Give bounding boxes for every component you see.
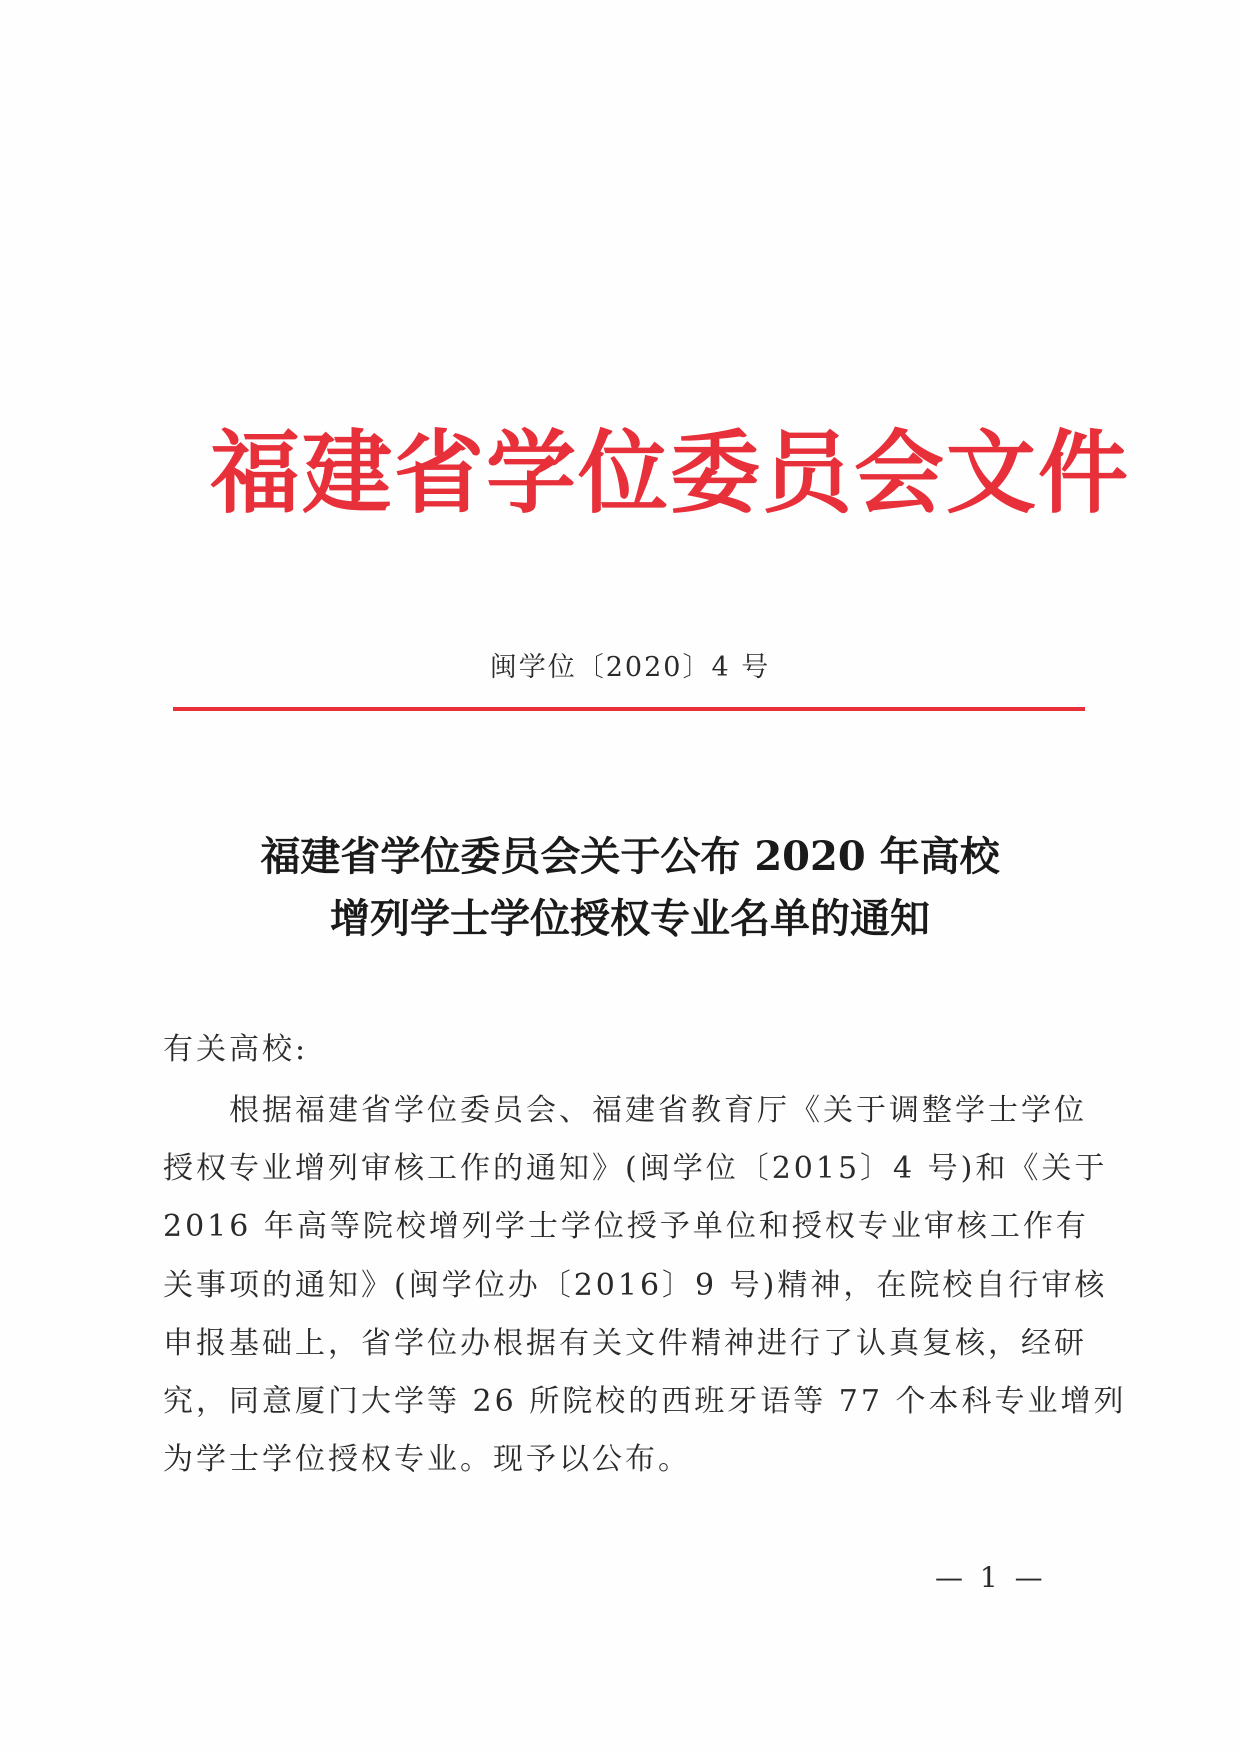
body-line: 根据福建省学位委员会、福建省教育厅《关于调整学士学位 bbox=[229, 1093, 1087, 1128]
body-line: 关事项的通知》(闽学位办〔2016〕9 号)精神，在院校自行审核 bbox=[163, 1267, 1108, 1303]
body-line: 2016 年高等院校增列学士学位授予单位和授权专业审核工作有 bbox=[163, 1209, 1089, 1245]
body-line: 授权专业增列审核工作的通知》(闽学位〔2015〕4 号)和《关于 bbox=[163, 1151, 1108, 1187]
page-number: — 1 — bbox=[935, 1561, 1047, 1594]
notice-title-line-1: 福建省学位委员会关于公布 2020 年高校 bbox=[260, 833, 1000, 880]
masthead-title: 福建省学位委员会文件 bbox=[210, 420, 1130, 526]
document-number: 闽学位〔2020〕4 号 bbox=[489, 652, 771, 683]
notice-title bbox=[170, 826, 1090, 950]
body-line: 为学士学位授权专业。现予以公布。 bbox=[163, 1442, 691, 1478]
notice-title-line-2: 增列学士学位授权专业名单的通知 bbox=[330, 895, 930, 942]
body-line: 究，同意厦门大学等 26 所院校的西班牙语等 77 个本科专业增列 bbox=[163, 1383, 1127, 1419]
salutation: 有关高校: bbox=[163, 1032, 309, 1067]
red-divider-line bbox=[173, 707, 1085, 711]
body-line: 申报基础上，省学位办根据有关文件精神进行了认真复核，经研 bbox=[163, 1325, 1087, 1361]
body-paragraph bbox=[163, 1082, 1127, 1489]
